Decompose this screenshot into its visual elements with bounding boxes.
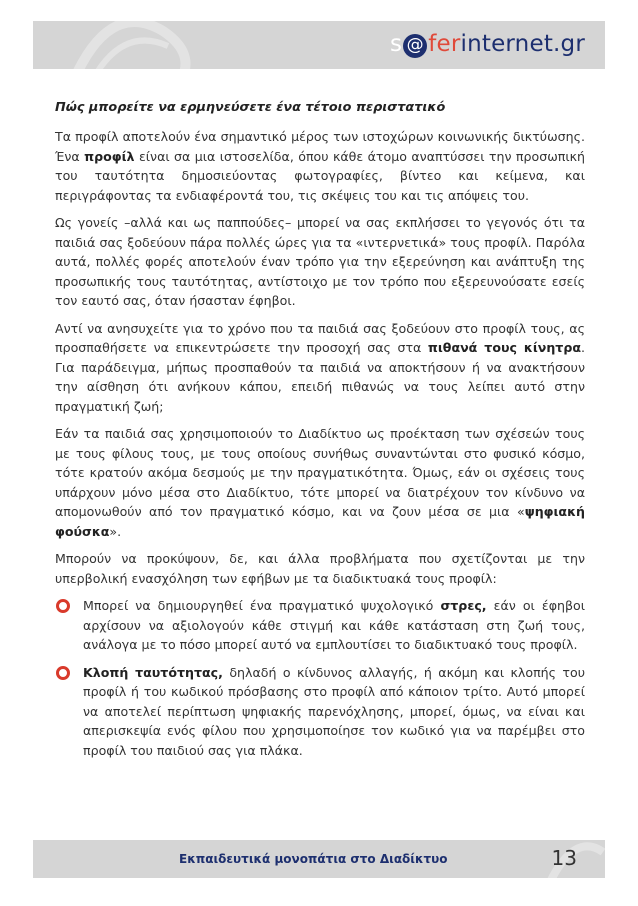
footer-title: Εκπαιδευτικά μονοπάτια στο Διαδίκτυο: [179, 852, 448, 866]
header-band: [33, 21, 605, 69]
bullet2-text-b: δηλαδή ο κίνδυνος αλλαγής, ή ακόμη και κλοπής του προφίλ ή του κωδικού πρόσβασης στο προφίλ από κάποιον τρίτο. Αυτό μπορεί να αποτελεί περίπτωση ψηφιακής παρενόχλησης, μπορεί, όμως, να είναι και απερισκεψία ενός φίλου που χρησιμοποίησε τον κωδικό για να παρέμβει στο προφίλ του παιδιού σας για πλάκα.: [83, 664, 585, 758]
p3-text-c: . Για παράδειγμα, μήπως προσπαθούν τα παιδιά να αποκτήσουν ή να ανακτήσουν την αίσθηση ότι ανήκουν κάπου, επειδή πιθανώς να τους λείπει αυτό στην πραγματική ζωή;: [55, 340, 586, 414]
problem-list: [55, 596, 585, 760]
bullet1-text-c: εάν οι έφηβοι αρχίσουν να αξιολογούν κάθε στιγμή και κάθε κατάσταση στη ζωή τους, ανάλογα με το πόσο μπορεί αυτό να εμπλουτίσει το διαδικτυακό τους προφίλ.: [83, 598, 585, 652]
list-item: [55, 663, 585, 761]
p1-text-c: είναι σα μια ιστοσελίδα, όπου κάθε άτομο αναπτύσσει την προσωπική του ταυτότητα δημοσιεύοντας φωτογραφίες, βίντεο και κείμενα, και περιγράφοντας τα ενδιαφέροντά του, τις σκέψεις του και τις απόψεις του.: [55, 148, 585, 203]
p3-text-a: Αντί να ανησυχείτε για το χρόνο που τα παιδιά σας ξοδεύουν στο προφίλ τους, ας προσπαθήσετε να επικεντρώσετε την προσοχή σας στα: [55, 320, 585, 355]
p4-text-a: Εάν τα παιδιά σας χρησιμοποιούν το Διαδίκτυο ως προέκταση των σχέσεών τους με τους φίλους τους, με τους οποίους συνήθως συναντώνται στο φυσικό κόσμο, τότε κρατούν ακόμα δεσμούς με την πραγματικότητα. Όμως, εάν οι σχέσεις τους υπάρχουν μόνο μέσα στο Διαδίκτυο, τότε μπορεί να διατρέχουν τον κίνδυνο να απομονωθούν από τον πραγματικό κόσμο, και να ζουν μέσα σε μια «: [55, 426, 585, 519]
p4-text-c: ».: [109, 523, 122, 539]
paragraph-3: [55, 319, 585, 417]
saferinternet-logo[interactable]: [390, 31, 585, 58]
bullet1-text-a: Μπορεί να δημιουργηθεί ένα πραγματικό ψυχολογικό: [83, 598, 441, 613]
p4-bold-digital-bubble: ψηφιακή φούσκα: [55, 504, 585, 539]
logo-at-icon: @: [403, 34, 427, 58]
paragraph-5: Μπορούν να προκύψουν, δε, και άλλα προβλήματα που σχετίζονται με την υπερβολική ενασχόληση των εφήβων με τα διαδικτυακά τους προφίλ:: [55, 551, 585, 586]
footer-band: [33, 840, 605, 878]
article-body: [55, 99, 585, 768]
paragraph-1: [55, 127, 585, 205]
logo-rest: internet.gr: [460, 31, 585, 57]
decorative-swirl-icon: [73, 11, 203, 81]
paragraph-2: Ως γονείς –αλλά και ως παππούδες– μπορεί να σας εκπλήσσει το γεγονός ότι τα παιδιά σας ξοδεύουν πάρα πολλές ώρες για τα «ιντερνετικά» τους προφίλ. Παρόλα αυτά, πολλές φορές αποτελούν έναν τρόπο για την εξερεύνηση και ανάπτυξη της προσωπικής τους ταυτότητας, αντίστοιχο με τον τρόπο που εξερευνούσατε εσείς τον εαυτό σας, όταν ήσασταν έφηβοι.: [55, 215, 585, 308]
paragraph-4: [55, 424, 585, 541]
bullet1-bold-stress: στρες,: [440, 598, 487, 613]
logo-s: s: [390, 31, 403, 57]
p1-text-a: Τα προφίλ αποτελούν ένα σημαντικό μέρος των ιστοχώρων κοινωνικής δικτύωσης. Ένα: [55, 129, 585, 164]
section-heading: Πώς μπορείτε να ερμηνεύσετε ένα τέτοιο περιστατικό: [55, 100, 446, 115]
logo-fer: fer: [428, 31, 461, 57]
ring-bullet-icon: [56, 599, 70, 613]
list-item: [55, 596, 585, 655]
p3-bold-motives: πιθανά τους κίνητρα: [427, 340, 581, 355]
bullet2-bold-identity-theft: Κλοπή ταυτότητας,: [83, 664, 223, 680]
p1-bold-profile: προφίλ: [84, 148, 135, 164]
ring-bullet-icon: [56, 666, 70, 680]
page-number: 13: [551, 846, 577, 870]
